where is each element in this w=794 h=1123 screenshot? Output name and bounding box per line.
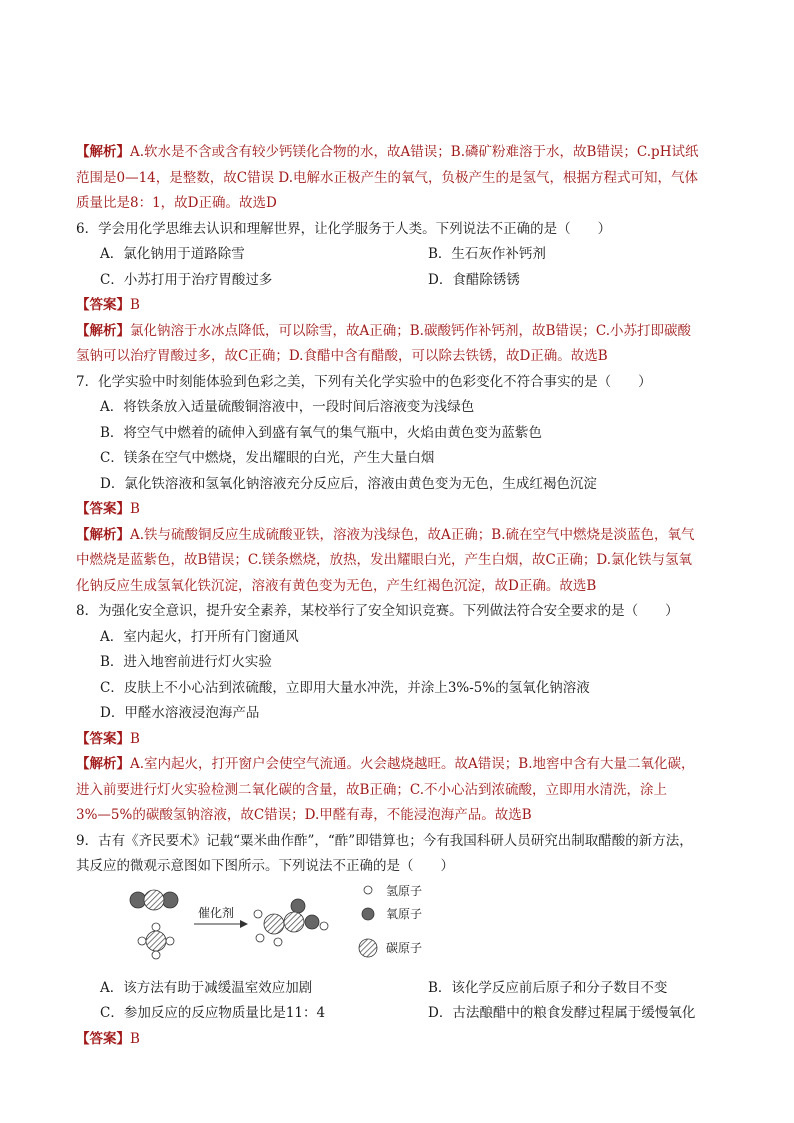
legend [359,884,422,957]
q9-option-d: D．古法酿醋中的粮食发酵过程属于缓慢氧化 [428,1005,696,1021]
q7-analysis: 【解析】A.铁与硫酸铜反应生成硫酸亚铁，溶液为浅绿色，故A正确；B.硫在空气中燃烧是淡蓝色，氧气 [76,526,695,543]
q5-analysis-line2: 范围是0—14，是整数，故C错误 D.电解水正极产生的氧气，负极产生的是氢气，根据方程式可知，气体 [76,169,699,186]
q6-options-row2 [76,268,724,294]
oxygen-legend-swatch [362,908,374,920]
q7-option-c: C．镁条在空气中燃烧，发出耀眼的白光，产生大量白烟 [100,450,435,466]
q5-analysis: 【解析】A.软水是不含或含有较少钙镁化合物的水，故A错误；B.磷矿粉难溶于水，故B错误；C.pH试纸 [76,144,699,160]
exam-page [76,140,724,1052]
q6-analysis-line2: 氢钠可以治疗胃酸过多，故C正确；D.食醋中含有醋酸，可以除去铁锈，故D正确。故选B [76,348,608,364]
hydrogen-legend-swatch [364,886,372,894]
q7-answer: 【答案】B [76,501,140,517]
q6-stem: 6．学会用化学思维去认识和理解世界，让化学服务于人类。下列说法不正确的是（ ） [76,220,612,237]
q8-analysis-line3: 3%—5%的碳酸氢钠溶液，故C错误；D.甲醛有毒，不能浸泡海产品。故选B [76,807,532,823]
q6-option-d: D．食醋除锈锈 [428,271,520,288]
oxygen-legend-label: 氧原子 [386,906,423,921]
q8-analysis-line2: 进入前要进行灯火实验检测二氧化碳的含量，故B正确；C.不小心沾到浓硫酸，立即用水清洗，涂上 [76,781,668,798]
q8-option-a: A．室内起火，打开所有门窗通风 [100,628,299,645]
q8-option-c: C．皮肤上不小心沾到浓硫酸，立即用大量水冲洗，并涂上3%-5%的氢氧化钠溶液 [100,679,590,696]
q7-option-a: A．将铁条放入适量硫酸铜溶液中，一段时间后溶液变为浅绿色 [100,399,475,415]
arrow-head [240,920,248,928]
q5-analysis-line3: 质量比是8：1，故D正确。故选D [76,195,277,211]
reaction-microscopic-diagram [128,884,508,974]
q9-answer: 【答案】B [76,1030,140,1047]
q9-options-row1 [76,976,724,1002]
q8-analysis: 【解析】A.室内起火，打开窗户会使空气流通。火会越烧越旺。故A错误；B.地窖中含有大量二氧化碳， [76,756,695,772]
q7-stem: 7．化学实验中时刻能体验到色彩之美，下列有关化学实验中的色彩变化不符合事实的是（ ） [76,373,652,390]
catalyst-label: 催化剂 [198,905,235,920]
q9-option-c: C．参加反应的反应物质量比是11：4 [100,1005,326,1021]
q9-option-b: B．该化学反应前后原子和分子数目不变 [428,979,668,996]
q8-stem: 8．为强化安全意识，提升安全素养，某校举行了安全知识竞赛。下列做法符合安全要求的是（ ） [76,603,679,619]
q6-options-row1 [76,242,724,268]
reaction-diagram [76,884,724,974]
q9-stem-line2: 其反应的微观示意图如下图所示。下列说法不正确的是（ ） [76,858,454,874]
q6-analysis: 【解析】氯化钠溶于水冰点降低，可以除雪，故A正确；B.碳酸钙作补钙剂，故B错误；C.小苏打即碳酸 [76,322,692,339]
acetic-acid-molecule [254,899,328,946]
q9-stem: 9．古有《齐民要术》记载“粟米曲作酢”，“酢”即错算也；今有我国科研人员研究出制取醋酸的新方法， [76,832,693,849]
q7-option-b: B．将空气中燃着的硫伸入到盛有氧气的集气瓶中，火焰由黄色变为蓝紫色 [100,424,542,441]
hydrogen-legend-label: 氢原子 [386,883,423,898]
q9-option-a: A．该方法有助于减缓温室效应加剧 [100,979,313,996]
q6-option-b: B．生石灰作补钙剂 [428,246,546,262]
q8-option-d: D．甲醛水溶液浸泡海产品 [100,705,260,721]
q8-option-b: B．进入地窖前进行灯火实验 [100,654,272,670]
q7-analysis-line2: 中燃烧是蓝紫色，故B错误；C.镁条燃烧，放热，发出耀眼白光，产生白烟，故C正确；D.氯化铁与氢氧 [76,552,693,568]
co2-molecule [130,890,178,910]
carbon-legend-label: 碳原子 [386,940,423,955]
q8-answer: 【答案】B [76,730,140,747]
carbon-legend-swatch [359,939,377,957]
q6-option-a: A．氯化钠用于道路除雪 [100,246,245,262]
q7-option-d: D．氯化铁溶液和氢氧化钠溶液充分反应后，溶液由黄色变为无色，生成红褐色沉淀 [100,475,597,492]
q7-analysis-line3: 化钠反应生成氢氧化铁沉淀，溶液有黄色变为无色，产生红褐色沉淀，故D正确。故选B [76,577,597,594]
q6-answer: 【答案】B [76,297,140,313]
q6-option-c: C．小苏打用于治疗胃酸过多 [100,271,273,288]
ch4-molecule [138,923,174,959]
q9-options-row2 [76,1001,724,1027]
